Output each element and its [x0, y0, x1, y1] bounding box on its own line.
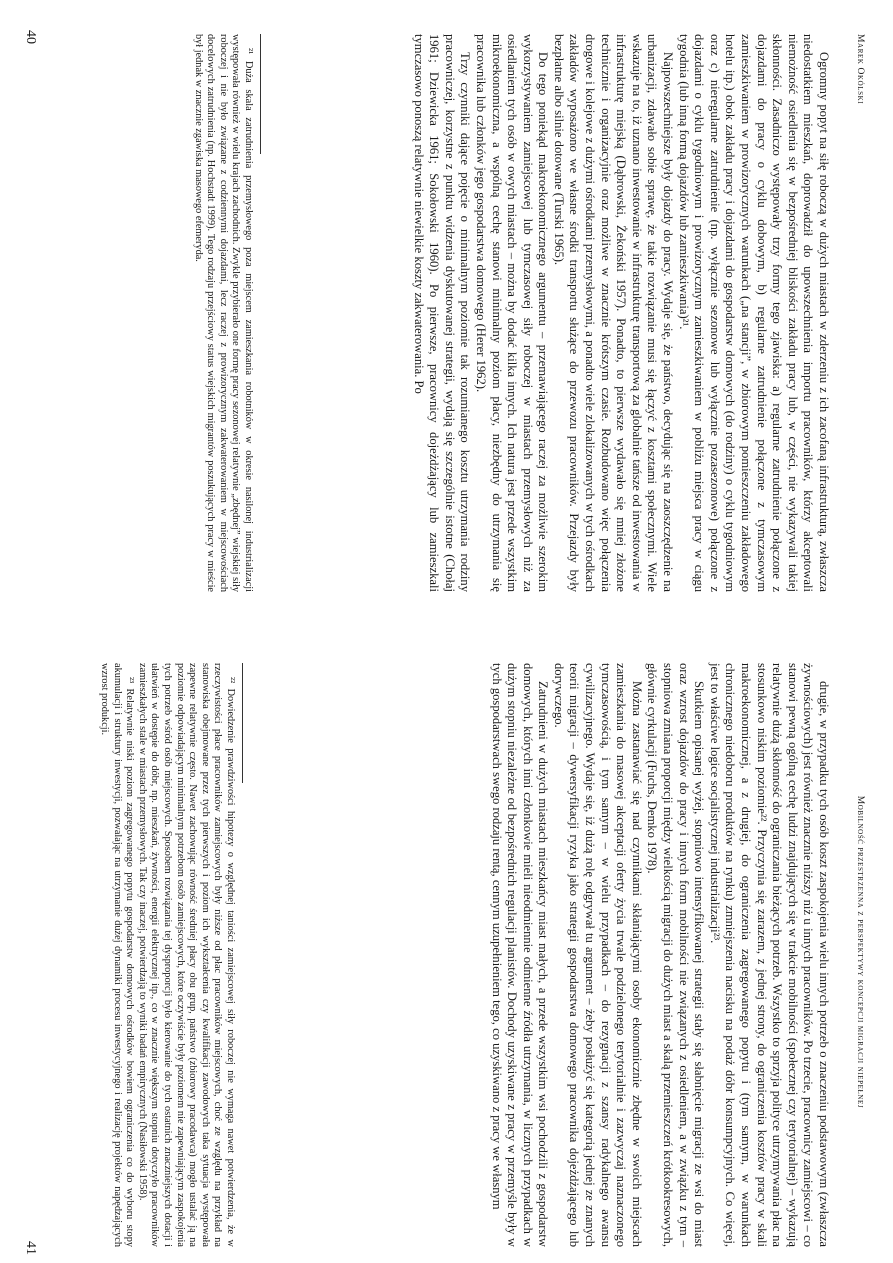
footnotes	[191, 34, 261, 592]
footnote-rule	[260, 34, 261, 154]
paragraph: Trzy czynniki dające pojęcie o minimalnym poziomie tak rozumianego kosztu utrzymania rodziny pracowniczej, korzystne z punktu widzenia dyskutowanej strategii, wydają się szczególnie istotne (Chołaj 1961; Dziewicka 1961; Sokołowski 1960). Po pierwsze, pracownicy dojeżdżający lub zamieszkali tymczasowo ponoszą relatywnie niewielkie koszty zakwaterowania. Po	[411, 34, 473, 592]
body-text	[488, 663, 831, 1247]
paragraph: Ogromny popyt na siłę roboczą w dużych miastach w zderzeniu z ich zacofaną infrastrukturą, zwłaszcza niedostatkiem mieszkań, doprowadził do upowszechnienia importu pracowników, którzy akceptowali niemożność osiedlenia się w bezpośredniej bliskości zakładu pracy lub, w części, nie wykazywali takiej skłonności. Zasadniczo występowały trzy formy tego zjawiska: a) regularne zatrudnienie połączone z dojazdami do pracy o cyklu dobowym, b) regularne zatrudnienie połączone z tymczasowym zamieszkiwaniem w prowizorycznych warunkach („na stancji”, w zbiorowym pomieszczeniu zakładowego hotelu itp.) obok zakładu pracy i dojazdami do gospodarstw domowych (do rodziny) o cyklu tygodniowym oraz c) nieregularne zatrudnienie (np. wyłącznie sezonowe lub wyłącznie pozasezonowe) połączone z dojazdami o cyklu tygodniowym i prowizorycznym zamieszkiwaniem w pobliżu miejsca pracy w ciągu tygodnia (lub inną formą dojazdów lub zamieszkiwania)²¹.	[676, 34, 831, 592]
footnote: ²³ Relatywnie niski poziom zagregowanego popytu gospodarstw domowych ośrodków bowiem ograniczenia co do wyboru stopy akumulacji i struktury inwestycji, pozwalając na utrzymanie dużej dynamiki procesu inwestycyjnego i realizację projektów napędzających wzrost produkcji.	[99, 663, 136, 1247]
footnote-rule	[242, 663, 243, 783]
running-head: Marek Okólski	[855, 34, 865, 105]
left-page	[0, 0, 893, 612]
footnote: ²¹ Duża skala zatrudnienia przemysłowego poza miejscem zamieszkania robotników w okresie nasilonej industrializacji występowała również w wielu krajach zachodnich. Zwykle przybierało one formę pracy sezonowej relatywnie „zbędnej” wiejskiej siły roboczej i nie było związane z codziennymi dojazdami, lecz raczej z prowizorycznym zakwaterowaniem w miejscowościach docelowych zatrudnienia (np. Hochstadt 1999). Tego rodzaju przejściowy status wiejskich migrantów poszukujących pracy w mieście był jednak w znacznie zgawiska masowego efemeryda.	[192, 34, 254, 592]
page-number: 40	[23, 30, 38, 44]
paragraph: Można zastanawiać się nad czynnikami skłaniającymi osoby ekonomicznie zbędne w swoich miejscach zamieszkania do masowej akceptacji oferty życia trwale podzielonego terytorialnie i zazwyczaj naznaczonego tymczasowością, i tym samym – w wielu przypadkach – do rezygnacji z szansy radykalnego awansu cywilizacyjnego. Wydaje się, iż dużą rolę odgrywał tu argument – żeby posłużyć się kategorią jednej ze znanych teorii migracji – dywersyfikacji ryzyka jako strategii gospodarstwa domowego pracownika dojeżdżającego lub dorywczego.	[551, 663, 644, 1247]
page-number: 41	[23, 1241, 38, 1255]
body-text	[410, 34, 831, 592]
right-page	[0, 651, 893, 1263]
footnotes	[97, 663, 243, 1247]
running-head: Mobilność przestrzenna z perspektywy koncepcji migracji niepełnej	[855, 795, 865, 1109]
paragraph: drugie, w przypadku tych osób koszt zaspokojenia wielu innych potrzeb o znaczeniu podstawowym (zwłaszcza żywnościowych) jest również znacznie niższy niż u innych pracowników. Po trzecie, pracownicy zamiejscowi – co stanowi pewną ogólną cechę ludzi znajdujących się w trakcie mobilności (społecznej czy terytorialnej) – wykazują relatywnie dużą skłonność do ograniczania bieżących potrzeb. Wszystko to sprzyja polityce utrzymywania płac na stosunkowo niskim poziomie²². Przyczynia się zarazem, z jednej strony, do ograniczenia kosztów pracy w skali makroekonomicznej, a z drugiej, do ograniczenia zagregowanego popytu i (tym samym, w warunkach chronicznego niedoboru produktów na rynku) zmniejszenia nacisku na podaż dóbr konsumpcyjnych. Co więcej, jest to właściwe logice socjalistycznej industrializacji²³.	[707, 663, 831, 1247]
footnote: ²² Dowiedzenie prawdziwości hipotezy o względnej taniości zamiejscowej siły roboczej nie wymaga nawet potwierdzenia, że w rzeczywistości płace pracowników zamiejscowych były niższe od płac pracowników miejscowych, choć ze względu na przykład na stanowiska obejmowane przez tych pierwszych i poziom ich wykształcenia czy kwalifikacji zawodowych taka sytuacja występowała zapewne relatywnie często. Nawet zachowując równość średniej płacy obu grup, państwo (zbiorowy pracodawca) mogło ustalać ją na poziomie odpowiadającym minimalnym potrzebom osób zamiejscowych, które oczywiście były poziomem nie zapewniającym zaspokojenia tych potrzeb wśród osób miejscowych. Sposobem rozwiązania tej dysproporcji było kierowanie do tych ostatnich znaczniejszych dotacji i ułatwień w dostępie do dóbr, np. mieszkań, żywności, energii elektrycznej itp., co w znacznie większym stopniu dotyczyło pracowników zamieszkałych stale w miastach przemysłowych. Tak czy inaczej, potwierdzają to wyniki badań empirycznych (Nasiłowski 1958).	[136, 663, 236, 1247]
paragraph: Najpowszechniejsze były dojazdy do pracy. Wydaje się, że państwo, decydując się na zaoszczędzenie na urbanizacji, zdawało sobie sprawę, że takie rozwiązanie musi się łączyć z kosztami społecznymi. Wiele wskazuje na to, iż uznano inwestowanie w infrastrukturę transportową za globalnie tańsze od inwestowania w infrastrukturę miejską (Dąbrowski, Żekoński 1957). Ponadto, to pierwsze wydawało się mniej złożone technicznie i organizacyjnie oraz możliwe w znacznie krótszym czasie. Rozbudowano więc połączenia drogowe i kolejowe z dużymi ośrodkami przemysłowymi, a ponadto wiele zlokalizowanych w tych ośrodkach zakładów wyposażono we własne środki transportu służące do przewozu pracowników. Przejazdy były bezpłatne albo silnie dotowane (Turski 1965).	[551, 34, 676, 592]
paragraph: Skutkiem opisanej wyżej, stopniowo intensyfikowanej strategii stały się słabnięcie migracji ze wsi do miast oraz wzrost dojazdów do pracy i innych form mobilności nie związanych z osiedleniem, a w związku z tym – stopniowa zmiana proporcji między wielkością migracji do dużych miast a skalą przemieszczeń krótkookresowych, głównie cyrkulacji (Fuchs, Demko 1978).	[645, 663, 707, 1247]
paragraph: Do tego poniekąd makroekonomicznego argumentu – przemawiającego raczej za możliwie szerokim wykorzystywaniem zamiejscowej lub tymczasowej siły roboczej w miastach przemysłowych niż za osiedlaniem tych osób w owych miastach – można by dodać kilka innych. Ich natura jest przede wszystkim mikroekonomiczna, a wspólną cechę stanowi minimalny poziom płacy, niezbędny do utrzymania się pracownika lub członków jego gospodarstwa domowego (Herer 1962).	[473, 34, 551, 592]
paragraph: Zatrudnieni w dużych miastach mieszkańcy miast małych, a przede wszystkim wsi pochodzili z gospodarstw domowych, których inni członkowie mieli nieodmiennie odmienne źródła utrzymania, w licznych przypadkach w dużym stopniu niezależne od bezpośrednich regulacji planistów. Dochody uzyskiwane z pracy w przemyśle były w tych gospodarstwach swego rodzaju rentą, cennym uzupełnieniem tego, co uzyskiwano z pracy we własnym	[489, 663, 551, 1247]
